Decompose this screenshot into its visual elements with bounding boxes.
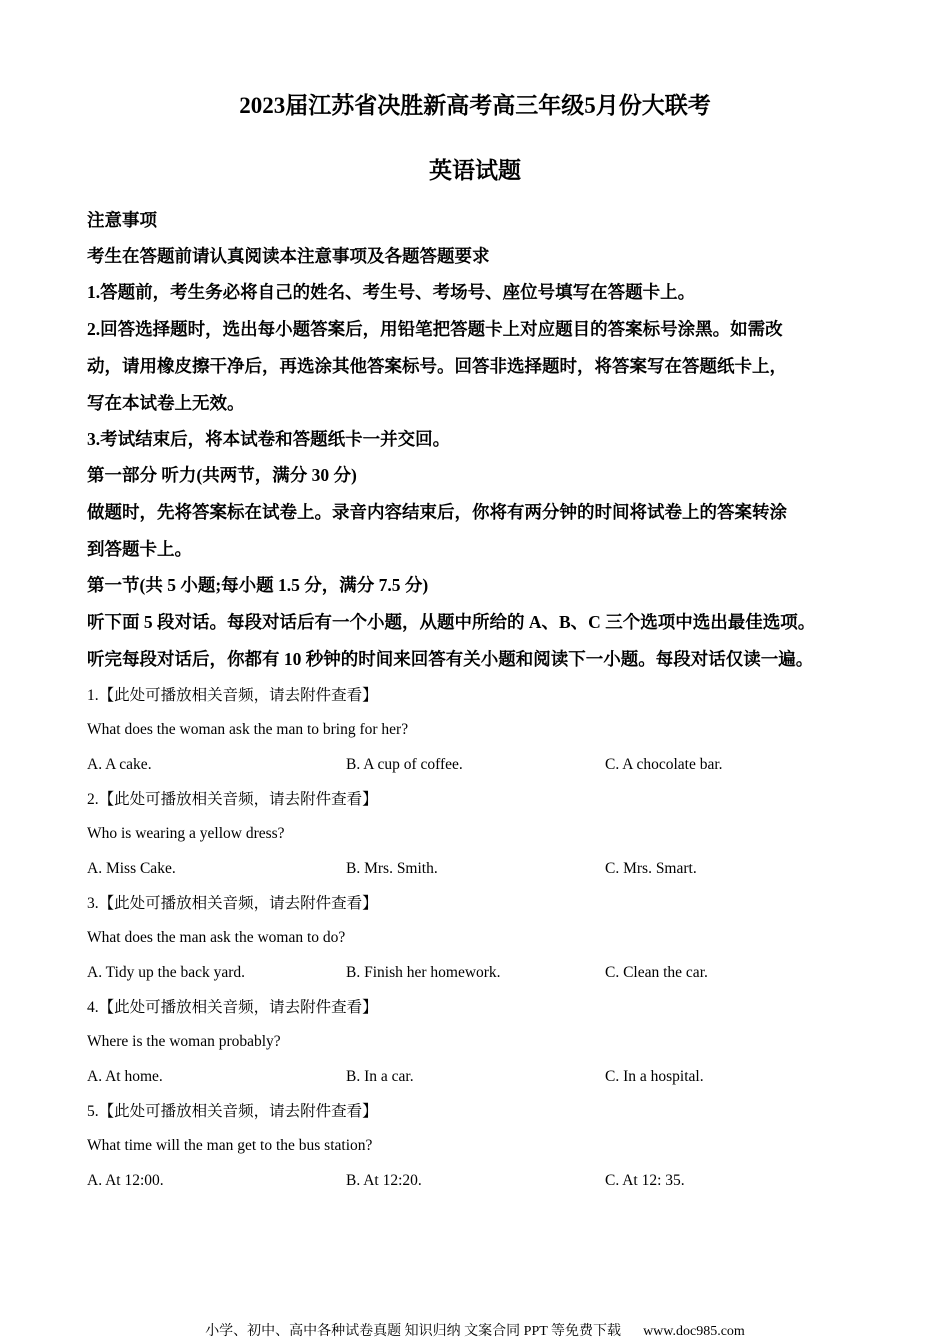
part1-heading: 第一部分 听力(共两节，满分 30 分) <box>87 465 357 485</box>
question-3-options <box>87 962 887 984</box>
question-2-audio-note: 2.【此处可播放相关音频，请去附件查看】 <box>87 791 378 808</box>
page-footer <box>0 1322 950 1342</box>
question-4-option-b: B. In a car. <box>346 1068 414 1085</box>
section1-instruction-line-1: 听下面 5 段对话。每段对话后有一个小题，从题中所给的 A、B、C 三个选项中选出最佳选项。 <box>87 612 816 632</box>
question-5-option-c: C. At 12: 35. <box>605 1172 685 1189</box>
notice-item-2-line-3: 写在本试卷上无效。 <box>87 393 245 413</box>
exam-subject: 英语试题 <box>429 158 521 183</box>
question-3-option-a: A. Tidy up the back yard. <box>87 964 246 981</box>
question-3-stem: What does the man ask the woman to do? <box>87 929 346 946</box>
section1-heading: 第一节(共 5 小题;每小题 1.5 分，满分 7.5 分) <box>87 575 429 595</box>
question-1-option-c: C. A chocolate bar. <box>605 756 723 773</box>
notice-heading: 注意事项 <box>87 210 157 230</box>
question-2-stem: Who is wearing a yellow dress? <box>87 825 285 842</box>
footer-text: 小学、初中、高中各种试卷真题 知识归纳 文案合同 PPT 等免费下载 <box>205 1324 622 1339</box>
question-5-options <box>87 1170 887 1192</box>
question-2-option-a: A. Miss Cake. <box>87 860 176 877</box>
notice-item-2-line-1: 2.回答选择题时，选出每小题答案后，用铅笔把答题卡上对应题目的答案标号涂黑。如需改 <box>87 319 783 339</box>
part1-instruction-line-2: 到答题卡上。 <box>87 539 192 559</box>
question-4-options <box>87 1066 887 1088</box>
question-2-option-b: B. Mrs. Smith. <box>346 860 438 877</box>
section1-instruction-line-2: 听完每段对话后，你都有 10 秒钟的时间来回答有关小题和阅读下一小题。每段对话仅读一遍。 <box>87 649 814 669</box>
question-3-option-c: C. Clean the car. <box>605 964 708 981</box>
question-1-stem: What does the woman ask the man to bring for her? <box>87 721 409 738</box>
question-5-option-b: B. At 12:20. <box>346 1172 422 1189</box>
notice-item-1: 1.答题前，考生务必将自己的姓名、考生号、考场号、座位号填写在答题卡上。 <box>87 282 696 302</box>
notice-item-2-line-2: 动，请用橡皮擦干净后，再选涂其他答案标号。回答非选择题时，将答案写在答题纸卡上， <box>87 356 787 376</box>
part1-instruction-line-1: 做题时，先将答案标在试卷上。录音内容结束后，你将有两分钟的时间将试卷上的答案转涂 <box>87 502 787 522</box>
question-5-audio-note: 5.【此处可播放相关音频，请去附件查看】 <box>87 1103 378 1120</box>
question-1-option-b: B. A cup of coffee. <box>346 756 463 773</box>
question-2-option-c: C. Mrs. Smart. <box>605 860 697 877</box>
question-1-option-a: A. A cake. <box>87 756 152 773</box>
question-4-stem: Where is the woman probably? <box>87 1033 281 1050</box>
question-1-options <box>87 754 887 776</box>
question-5-stem: What time will the man get to the bus station? <box>87 1137 373 1154</box>
question-1-audio-note: 1.【此处可播放相关音频，请去附件查看】 <box>87 687 378 704</box>
question-4-audio-note: 4.【此处可播放相关音频，请去附件查看】 <box>87 999 378 1016</box>
notice-intro: 考生在答题前请认真阅读本注意事项及各题答题要求 <box>87 246 490 266</box>
question-3-audio-note: 3.【此处可播放相关音频，请去附件查看】 <box>87 895 378 912</box>
question-4-option-c: C. In a hospital. <box>605 1068 704 1085</box>
notice-item-3: 3.考试结束后，将本试卷和答题纸卡一并交回。 <box>87 429 451 449</box>
footer-site-link[interactable]: www.doc985.com <box>643 1324 745 1339</box>
question-4-option-a: A. At home. <box>87 1068 163 1085</box>
question-5-option-a: A. At 12:00. <box>87 1172 164 1189</box>
question-2-options <box>87 858 887 880</box>
exam-title: 2023届江苏省决胜新高考高三年级5月份大联考 <box>239 93 711 118</box>
question-3-option-b: B. Finish her homework. <box>346 964 501 981</box>
